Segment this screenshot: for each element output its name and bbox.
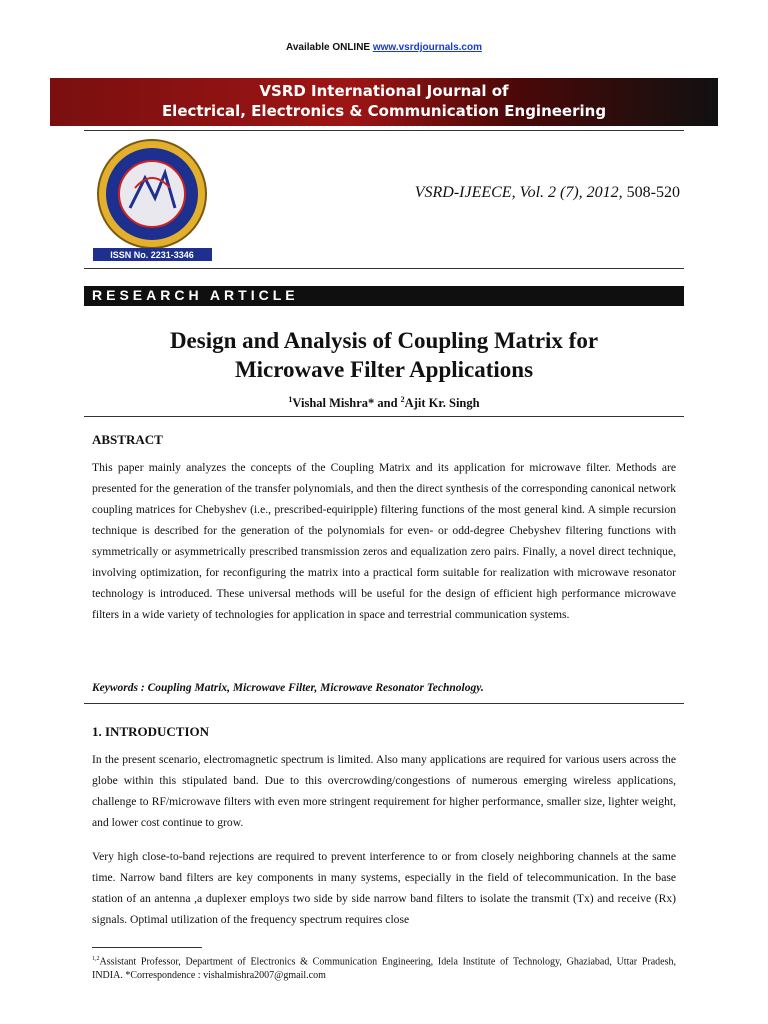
footnote-text: Assistant Professor, Department of Electronics & Communication Engineering, Idela Institute of Technology, Ghaziabad, Uttar Pradesh, INDIA. *Correspondence : vishalmishra2007@gmail.com [92, 956, 676, 982]
author2-affil: 2 [400, 395, 405, 404]
header-rule-bottom [84, 268, 684, 269]
abstract-text: This paper mainly analyzes the concepts of the Coupling Matrix and its application for microwave filter. Methods are presented for the generation of the transfer polynomials, and then the direct synthesis of the corresponding canonical network coupling matrices for Chebyshev (i.e., prescribed-equiripple) filtering functions of the most general kind. A simple recursion technique is described for the generation of the polynomials for even- or odd-degree Chebyshev filtering functions with symmetrically or asymmetrically prescribed transmission zeros and equalization zero pairs. Finally, a novel direct technique, involving optimization, for reconfiguring the matrix into a practical form suitable for realization with microwave resonator technology is introduced. These universal methods will be useful for the design of efficient high performance microwave filters in a wide variety of technologies for application in space and terrestrial communication systems. [92, 461, 676, 621]
available-label: Available ONLINE [286, 42, 373, 53]
footnote [92, 952, 676, 983]
journal-logo [90, 138, 215, 263]
citation [370, 184, 680, 202]
footnote-marker: 1,2 [92, 956, 100, 962]
paper-title [84, 326, 684, 384]
title-line-1: Design and Analysis of Coupling Matrix for [169, 328, 599, 353]
intro-heading: 1. INTRODUCTION [92, 724, 210, 739]
author-line [84, 395, 684, 411]
keywords-rule [84, 703, 684, 704]
citation-volume: VSRD-IJEECE, Vol. 2 (7), 2012, [414, 184, 623, 201]
author-rule [84, 416, 684, 417]
author2-name: Ajit Kr. Singh [404, 396, 480, 411]
keywords: Keywords : Coupling Matrix, Microwave Filter, Microwave Resonator Technology. [92, 682, 484, 694]
footnote-separator [92, 947, 202, 948]
journal-banner [50, 78, 718, 126]
author1-affil: 1 [288, 395, 293, 404]
header-rule-top [84, 130, 684, 131]
availability-line [0, 42, 768, 53]
section-tag: RESEARCH ARTICLE [92, 287, 299, 303]
journal-name-line1: VSRD International Journal of [259, 82, 509, 100]
title-line-2: Microwave Filter Applications [234, 357, 534, 382]
abstract-heading: ABSTRACT [92, 432, 163, 447]
author1-name: Vishal Mishra* and [292, 396, 401, 411]
journal-name-line2: Electrical, Electronics & Communication Engineering [161, 102, 607, 120]
intro-paragraph-2: Very high close-to-band rejections are required to prevent interference to or from closely neighboring channels at the same time. Narrow band filters are key components in many systems, especially in the field of telecommunication. In the base station of an antenna ,a duplexer employs two side by side narrow band filters to isolate the transmit (Tx) and receive (Rx) signals. Optimal utilization of the frequency spectrum requires close [92, 850, 676, 926]
citation-pages: 508-520 [622, 184, 680, 201]
intro-paragraph-1: In the present scenario, electromagnetic spectrum is limited. Also many applications are required for various users across the globe within this stipulated band. Due to this overcrowding/congestions of numerous emerging wireless applications, challenge to RF/microwave filters with even more stringent requirement for higher performance, smaller size, lighter weight, and lower cost continue to grow. [92, 753, 676, 829]
journal-url-link[interactable]: www.vsrdjournals.com [372, 42, 482, 53]
issn-label: ISSN No. 2231-3346 [110, 250, 194, 260]
section-tag-bar [84, 286, 684, 306]
